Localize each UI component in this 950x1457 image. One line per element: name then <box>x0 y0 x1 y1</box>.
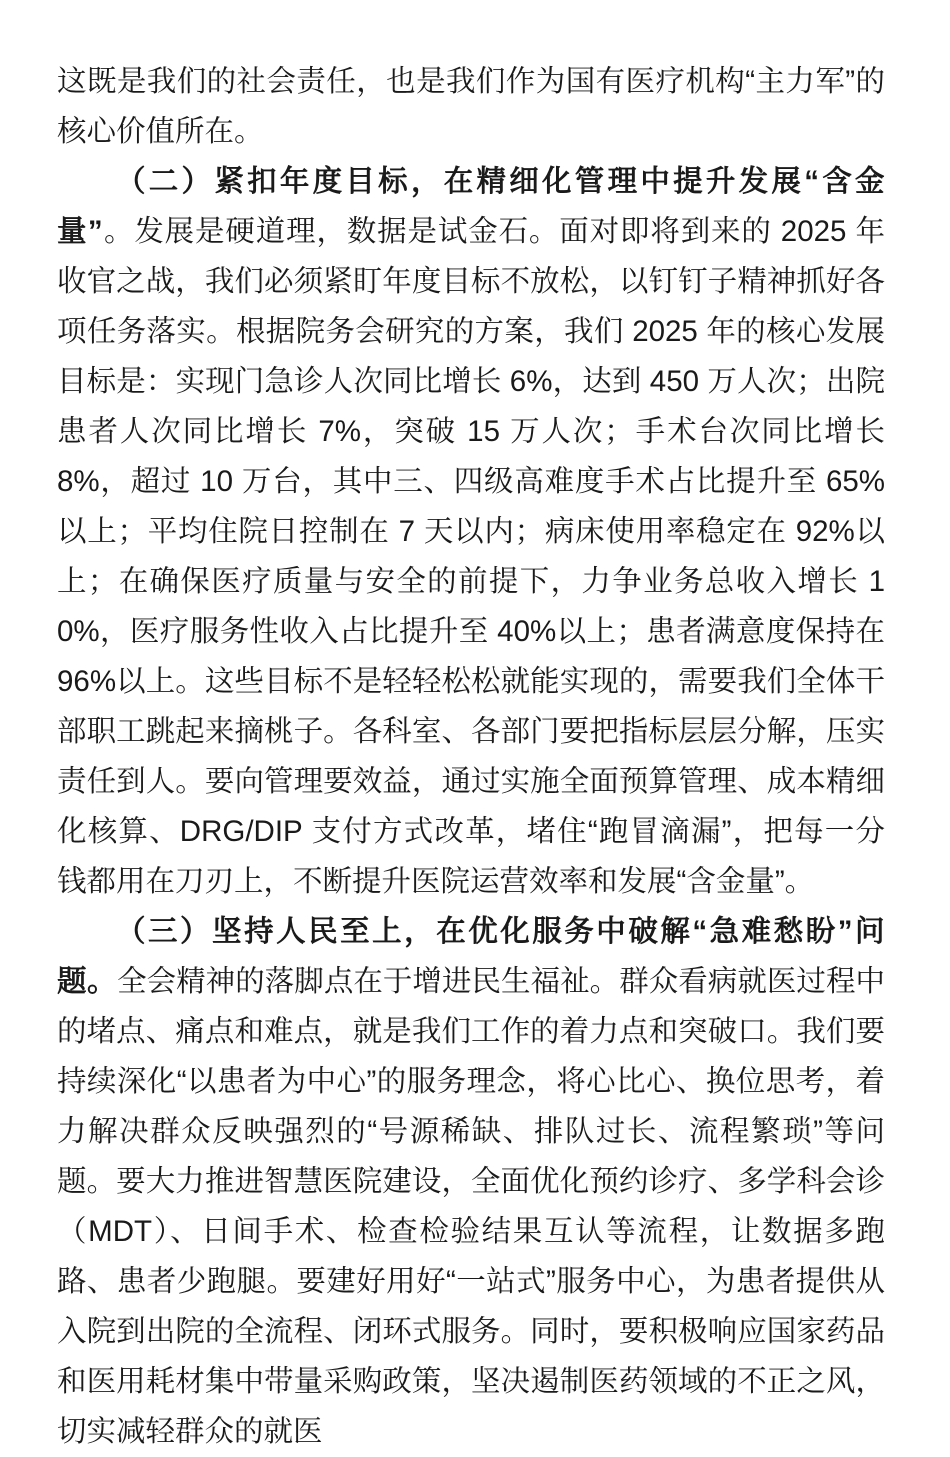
paragraph-continuation <box>57 57 885 157</box>
paragraph-text: 这既是我们的社会责任，也是我们作为国有医疗机构“主力军”的核心价值所在。 <box>57 65 885 148</box>
section-heading-three: （三）坚持人民至上，在优化服务中破解“急难愁盼”问题。 <box>57 915 885 998</box>
section-heading-two: （二）紧扣年度目标，在精细化管理中提升发展“含金量” <box>57 165 885 248</box>
section-paragraph-two <box>57 157 885 907</box>
section-body-two: 。发展是硬道理，数据是试金石。面对即将到来的 2025 年收官之战，我们必须紧盯年度目标不放松，以钉钉子精神抓好各项任务落实。根据院务会研究的方案，我们 2025 年的核心发展目标是：实现门急诊人次同比增长 6%，达到 450 万人次；出院患者人次同比增长 7%，突破 15 万人次；手术台次同比增长 8%，超过 10 万台，其中三、四级高难度手术占比提升至 65%以上；平均住院日控制在 7 天以内；病床使用率稳定在 92%以上；在确保医疗质量与安全的前提下，力争业务总收入增长 10%，医疗服务性收入占比提升至 40%以上；患者满意度保持在 96%以上。这些目标不是轻轻松松就能实现的，需要我们全体干部职工跳起来摘桃子。各科室、各部门要把指标层层分解，压实责任到人。要向管理要效益，通过实施全面预算管理、成本精细化核算、DRG/DIP 支付方式改革，堵住“跑冒滴漏”，把每一分钱都用在刀刃上，不断提升医院运营效率和发展“含金量”。 <box>57 215 885 898</box>
document-body <box>57 57 885 1457</box>
section-body-three: 全会精神的落脚点在于增进民生福祉。群众看病就医过程中的堵点、痛点和难点，就是我们工作的着力点和突破口。我们要持续深化“以患者为中心”的服务理念，将心比心、换位思考，着力解决群众反映强烈的“号源稀缺、排队过长、流程繁琐”等问题。要大力推进智慧医院建设，全面优化预约诊疗、多学科会诊（MDT）、日间手术、检查检验结果互认等流程，让数据多跑路、患者少跑腿。要建好用好“一站式”服务中心，为患者提供从入院到出院的全流程、闭环式服务。同时，要积极响应国家药品和医用耗材集中带量采购政策，坚决遏制医药领域的不正之风，切实减轻群众的就医 <box>57 965 885 1448</box>
section-paragraph-three <box>57 907 885 1457</box>
